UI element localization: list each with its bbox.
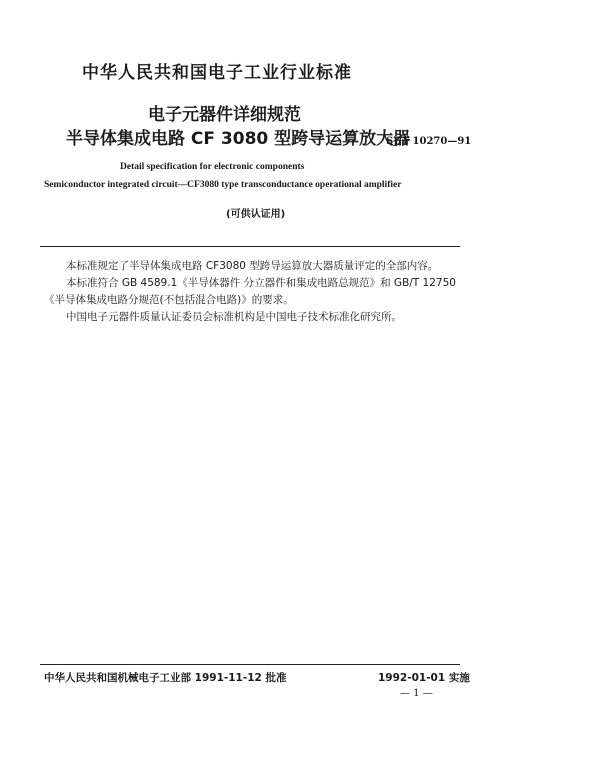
header-divider	[40, 246, 460, 247]
standard-number: SJ/T 10270—91	[386, 136, 472, 147]
english-title-line-2: Semiconductor integrated circuit—CF3080 type transconductance operational amplifier	[44, 180, 402, 190]
body-paragraph-1	[44, 258, 464, 275]
page-number: — 1 —	[400, 688, 433, 699]
device-title: 半导体集成电路 CF 3080 型跨导运算放大器	[66, 129, 411, 149]
english-title-line-1: Detail specification for electronic components	[120, 162, 305, 172]
body-paragraph-2	[44, 275, 464, 309]
footer-divider	[40, 664, 460, 665]
org-standard-header: 中华人民共和国电子工业行业标准	[82, 63, 352, 83]
effective-date: 1992-01-01 实施	[378, 672, 470, 684]
body-paragraph-3	[44, 309, 464, 326]
body-paragraph-1-text: 本标准规定了半导体集成电路 CF3080 型跨导运算放大器质量评定的全部内容。	[66, 260, 439, 272]
certification-note: (可供认证用)	[226, 209, 286, 220]
body-paragraph-3-text: 中国电子元器件质量认证委员会标准机构是中国电子技术标准化研究所。	[66, 311, 402, 323]
body-paragraph-2-text: 本标准符合 GB 4589.1《半导体器件 分立器件和集成电路总规范》和 GB/T 12750《半导体集成电路分规范(不包括混合电路)》的要求。	[44, 277, 456, 306]
spec-title: 电子元器件详细规范	[148, 105, 301, 125]
issuing-authority: 中华人民共和国机械电子工业部 1991-11-12 批准	[44, 672, 287, 684]
